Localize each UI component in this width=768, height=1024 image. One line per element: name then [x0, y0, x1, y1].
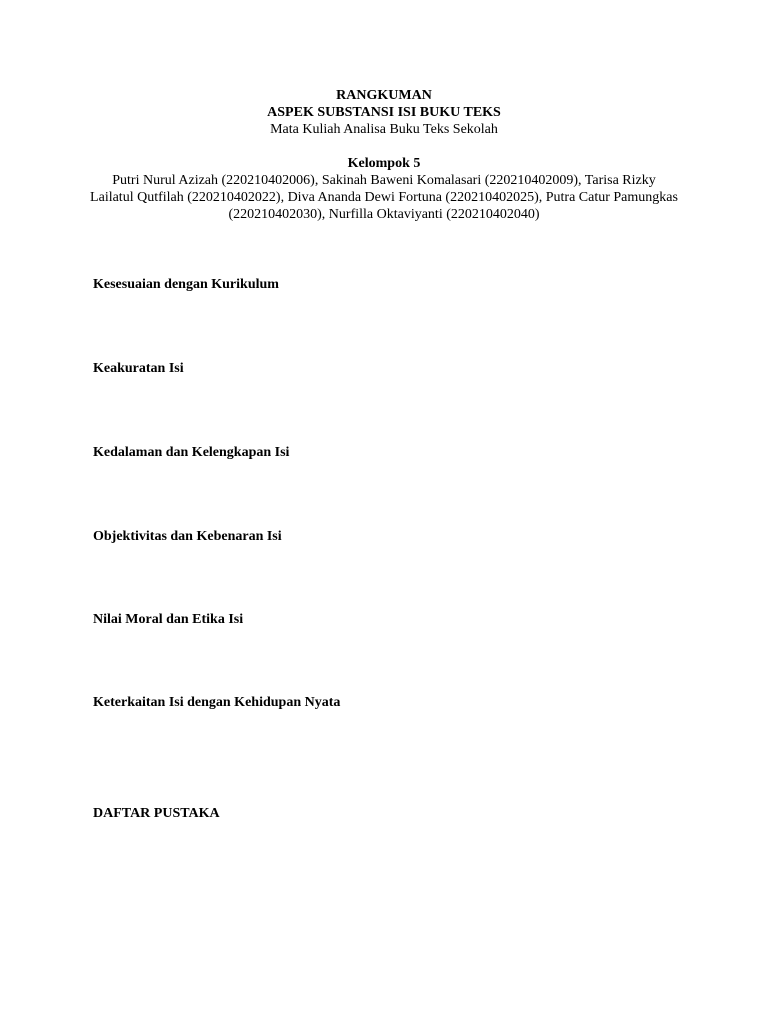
document-header: [90, 87, 678, 223]
section-heading-keakuratan: Keakuratan Isi: [93, 361, 184, 376]
section-heading-keterkaitan: Keterkaitan Isi dengan Kehidupan Nyata: [93, 695, 341, 710]
section-heading-kurikulum: Kesesuaian dengan Kurikulum: [93, 277, 279, 292]
course-name: Mata Kuliah Analisa Buku Teks Sekolah: [270, 122, 498, 137]
section-heading-daftar-pustaka: DAFTAR PUSTAKA: [93, 806, 220, 821]
document-subtitle: ASPEK SUBSTANSI ISI BUKU TEKS: [267, 105, 501, 120]
group-members: Putri Nurul Azizah (220210402006), Sakinah Baweni Komalasari (220210402009), Tarisa Rizky Lailatul Qutfilah (220210402022), Diva Ananda Dewi Fortuna (220210402025), Putra Catur Pamungkas (220210402030), Nurfilla Oktaviyanti (220210402040): [90, 173, 678, 222]
document-title: RANGKUMAN: [336, 88, 432, 103]
section-heading-objektivitas: Objektivitas dan Kebenaran Isi: [93, 529, 282, 544]
group-name: Kelompok 5: [347, 156, 421, 171]
spacer: [90, 138, 678, 155]
section-heading-kedalaman: Kedalaman dan Kelengkapan Isi: [93, 445, 290, 460]
section-heading-nilai-moral: Nilai Moral dan Etika Isi: [93, 612, 244, 627]
